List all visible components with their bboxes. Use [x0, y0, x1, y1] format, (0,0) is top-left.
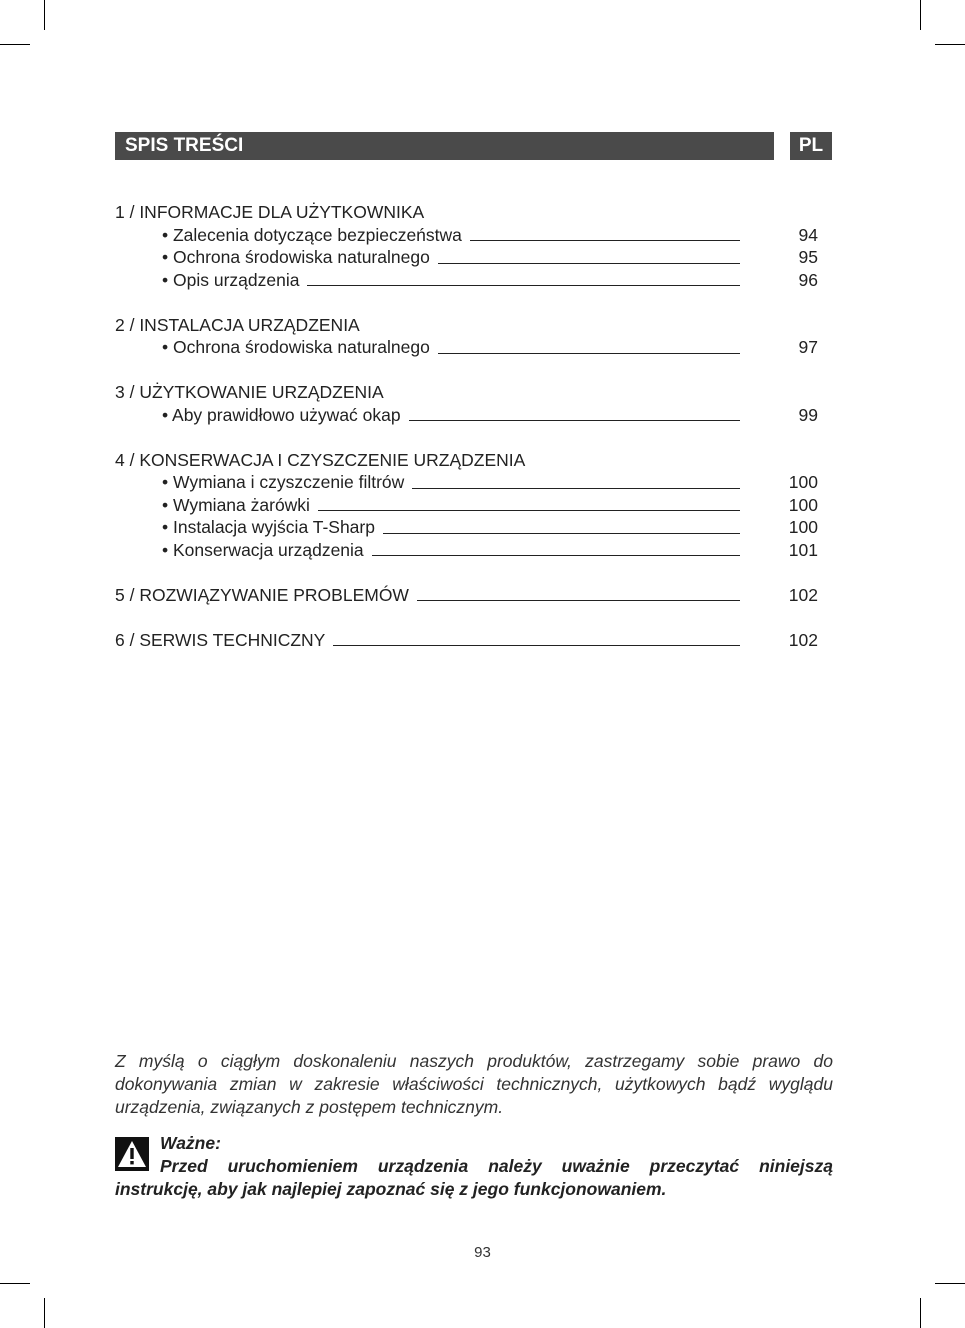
toc-entry-page: 95 [798, 247, 818, 267]
toc-entry-page: 102 [788, 584, 818, 605]
toc-entry-label: • Ochrona środowiska naturalnego [162, 337, 430, 357]
toc-entry-label: • Zalecenia dotyczące bezpieczeństwa [162, 224, 462, 245]
toc-section [115, 381, 835, 426]
toc-entry-page: 97 [798, 337, 818, 357]
crop-mark [935, 1283, 965, 1284]
toc-entry-service[interactable] [115, 629, 818, 652]
crop-mark [920, 0, 921, 30]
toc-entry[interactable] [115, 269, 818, 292]
toc-entry-label: 6 / SERWIS TECHNICZNY [115, 629, 326, 650]
leader-line [470, 240, 740, 241]
toc-entry-label: • Ochrona środowiska naturalnego [162, 247, 430, 267]
language-badge: PL [790, 132, 832, 160]
toc-entry[interactable] [115, 471, 818, 494]
toc-entry-page: 96 [798, 269, 818, 290]
section-title-bar [115, 132, 774, 160]
leader-line [318, 510, 740, 511]
toc-section-title: 4 / KONSERWACJA I CZYSZCZENIE URZĄDZENIA [115, 449, 526, 470]
toc-entry-page: 100 [788, 517, 818, 537]
leader-line [438, 353, 740, 354]
toc-entry-page: 94 [798, 224, 818, 245]
crop-mark [44, 0, 45, 30]
crop-mark [0, 44, 30, 45]
crop-mark [0, 1283, 30, 1284]
crop-mark [44, 1298, 45, 1328]
toc-section-title: 2 / INSTALACJA URZĄDZENIA [115, 314, 360, 335]
toc-entry-page: 99 [798, 404, 818, 425]
toc-section [115, 201, 835, 291]
warning-title: Ważne: [160, 1133, 221, 1153]
toc-entry[interactable] [115, 539, 818, 562]
toc-entry[interactable] [115, 246, 818, 269]
crop-mark [920, 1298, 921, 1328]
leader-line [417, 600, 740, 601]
toc-entry-label: 5 / ROZWIĄZYWANIE PROBLEMÓW [115, 584, 409, 605]
toc-entry-page: 101 [788, 539, 818, 560]
toc-entry-label: • Instalacja wyjścia T-Sharp [162, 517, 375, 537]
page-number: 93 [474, 1244, 491, 1261]
toc-entry[interactable] [115, 404, 818, 427]
toc-section-title: 3 / UŻYTKOWANIE URZĄDZENIA [115, 382, 384, 402]
toc-entry[interactable] [115, 494, 818, 517]
leader-line [372, 555, 740, 556]
toc-section-title: 1 / INFORMACJE DLA UŻYTKOWNIKA [115, 202, 425, 222]
toc-entry-label: • Wymiana żarówki [162, 494, 310, 515]
toc-entry-label: • Konserwacja urządzenia [162, 539, 364, 560]
toc-entry-page: 100 [788, 472, 818, 492]
leader-line [438, 263, 740, 264]
toc-entry-label: • Opis urządzenia [162, 269, 300, 290]
toc-section [115, 449, 835, 562]
leader-line [333, 645, 740, 646]
toc-entry[interactable] [115, 224, 818, 247]
notice-text: Z myślą o ciągłym doskonaleniu naszych produktów, zastrzegamy sobie prawo do dokonywania zmian w zakresie właściwości technicznych, użytkowych bądź wyglądu urządzenia, związanych z postępem technicznym. [115, 1051, 833, 1117]
leader-line [412, 488, 740, 489]
toc-entry-label: • Aby prawidłowo używać okap [162, 404, 401, 425]
leader-line [383, 533, 740, 534]
toc-entry[interactable] [115, 336, 818, 359]
section-title: SPIS TREŚCI [125, 135, 244, 156]
toc-entry-label: • Wymiana i czyszczenie filtrów [162, 472, 405, 492]
toc-entry[interactable] [115, 516, 818, 539]
toc-entry-problems[interactable] [115, 584, 818, 607]
leader-line [409, 420, 740, 421]
leader-line [307, 285, 740, 286]
toc-entry-page: 102 [788, 629, 818, 650]
table-of-contents [115, 201, 835, 651]
warning-body: Przed uruchomieniem urządzenia należy uważnie przeczytać niniejszą instrukcję, aby jak najlepiej zapoznać się z jego funkcjonowaniem. [115, 1156, 833, 1199]
crop-mark [935, 44, 965, 45]
toc-section [115, 314, 835, 359]
toc-entry-page: 100 [788, 494, 818, 515]
